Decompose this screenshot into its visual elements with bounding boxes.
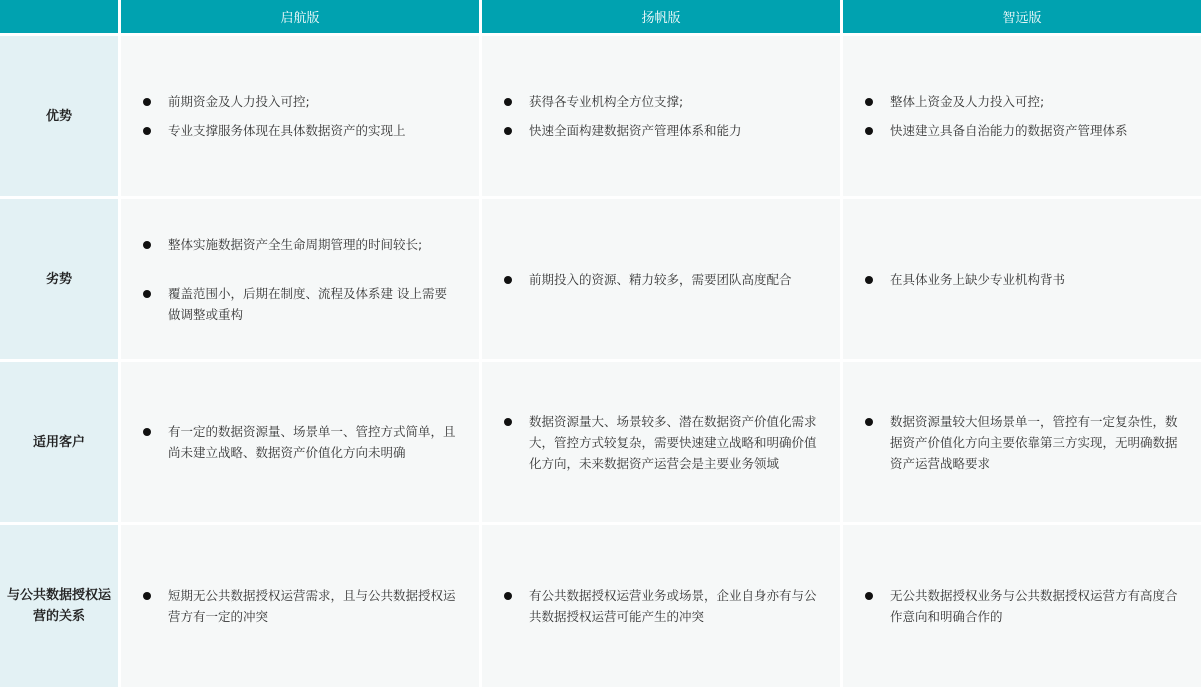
table-cell <box>121 525 479 687</box>
list-item-text: 前期资金及人力投入可控; <box>168 94 310 109</box>
list-item-text: 整体实施数据资产全生命周期管理的时间较长; <box>168 236 423 252</box>
bullet-icon <box>143 241 151 249</box>
list-item-text: 短期无公共数据授权运营需求，且与公共数据授权运营方有一定的冲突 <box>168 588 456 624</box>
row-header-disadvantages: 劣势 <box>0 199 118 359</box>
bullet-icon <box>143 98 151 106</box>
table-cell <box>482 362 840 522</box>
bullet-icon <box>504 276 512 284</box>
list-item <box>865 585 1181 627</box>
column-header-yangfan: 扬帆版 <box>482 0 840 33</box>
column-header-zhiyuan: 智远版 <box>843 0 1201 33</box>
bullet-icon <box>865 418 873 426</box>
list-item-text: 覆盖范围小，后期在制度、流程及体系建 设上需要做调整或重构 <box>168 285 447 322</box>
list-item <box>865 91 1181 112</box>
row-header-public-data-relation: 与公共数据授权运营的关系 <box>0 525 118 687</box>
table-cell <box>121 36 479 196</box>
list-item-text: 在具体业务上缺少专业机构背书 <box>890 271 1066 287</box>
list-item <box>865 411 1181 474</box>
table-cell <box>482 199 840 359</box>
table-cell <box>843 525 1201 687</box>
list-item-text: 数据资源量大、场景较多、潜在数据资产价值化需求大，管控方式较复杂，需要快速建立战略和明确价值化方向，未来数据资产运营会是主要业务领域 <box>529 413 817 471</box>
list-item <box>143 234 459 255</box>
list-item <box>865 269 1181 290</box>
list-item-text: 有一定的数据资源量、场景单一、管控方式简单，且尚未建立战略、数据资产价值化方向未明确 <box>168 424 456 460</box>
row-header-applicable-customers: 适用客户 <box>0 362 118 522</box>
bullet-icon <box>865 592 873 600</box>
list-item <box>504 411 820 474</box>
table-cell <box>121 362 479 522</box>
list-item-text: 快速全面构建数据资产管理体系和能力 <box>529 123 742 138</box>
bullet-icon <box>504 418 512 426</box>
bullet-icon <box>504 592 512 600</box>
list-item <box>143 120 459 141</box>
table-cell <box>121 199 479 359</box>
bullet-icon <box>143 127 151 135</box>
bullet-icon <box>143 290 151 298</box>
list-item-text: 专业支撑服务体现在具体数据资产的实现上 <box>168 123 406 138</box>
table-cell <box>843 362 1201 522</box>
list-item-text: 有公共数据授权运营业务或场景，企业自身亦有与公共数据授权运营可能产生的冲突 <box>529 588 817 624</box>
list-item <box>143 421 459 463</box>
row-header-advantages: 优势 <box>0 36 118 196</box>
list-item-text: 无公共数据授权业务与公共数据授权运营方有高度合作意向和明确合作的 <box>890 588 1178 624</box>
list-item-text: 前期投入的资源、精力较多，需要团队高度配合 <box>529 271 792 287</box>
bullet-icon <box>143 592 151 600</box>
bullet-icon <box>504 127 512 135</box>
bullet-icon <box>865 127 873 135</box>
table-cell <box>482 36 840 196</box>
list-item <box>504 120 820 141</box>
list-item <box>143 283 459 325</box>
list-item <box>143 91 459 112</box>
list-item <box>504 585 820 627</box>
bullet-icon <box>143 428 151 436</box>
table-cell <box>843 199 1201 359</box>
list-item <box>143 585 459 627</box>
bullet-icon <box>865 98 873 106</box>
list-item-text: 快速建立具备自治能力的数据资产管理体系 <box>890 123 1128 138</box>
bullet-icon <box>865 276 873 284</box>
column-header-qihang: 启航版 <box>121 0 479 33</box>
table-cell <box>482 525 840 687</box>
bullet-icon <box>504 98 512 106</box>
list-item-text: 整体上资金及人力投入可控; <box>890 94 1045 109</box>
list-item <box>504 91 820 112</box>
list-item-text: 数据资源量较大但场景单一，管控有一定复杂性，数据资产价值化方向主要依靠第三方实现，无明确数据资产运营战略要求 <box>890 413 1178 471</box>
header-corner <box>0 0 118 33</box>
table-cell <box>843 36 1201 196</box>
list-item <box>504 269 820 290</box>
list-item-text: 获得各专业机构全方位支撑; <box>529 94 684 109</box>
list-item <box>865 120 1181 141</box>
